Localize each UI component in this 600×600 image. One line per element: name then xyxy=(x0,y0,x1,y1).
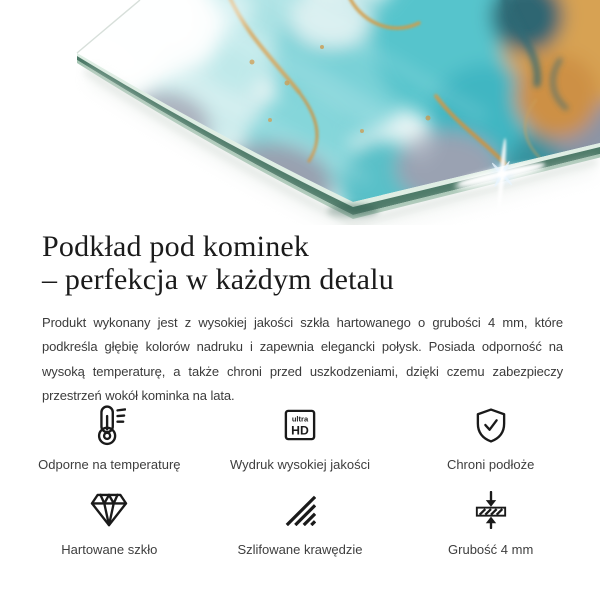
feature-label: Szlifowane krawędzie xyxy=(237,542,363,557)
svg-text:ultra: ultra xyxy=(291,414,309,424)
svg-text:HD: HD xyxy=(291,423,309,438)
product-description: Produkt wykonany jest z wysokiej jakości szkła hartowanego o grubości 4 mm, które podkreśla głębię kolorów nadruku i zapewnia elegancki połysk. Posiada odporność na wysoką temperaturę, a także chroni przed uszkodzeniami, dzięki czemu zabezpieczy przestrzeń wokół kominka na lata. xyxy=(42,315,563,403)
polished-edges-icon xyxy=(284,487,316,533)
page-title xyxy=(42,230,394,296)
thickness-arrows-icon xyxy=(474,487,508,533)
feature-grid xyxy=(14,402,586,558)
page-title-line2: – perfekcja w każdym detalu xyxy=(42,263,394,296)
feature-label: Grubość 4 mm xyxy=(448,542,534,557)
feature-protects-floor xyxy=(395,402,586,473)
feature-label: Hartowane szkło xyxy=(61,542,158,557)
feature-label: Odporne na temperaturę xyxy=(38,457,181,472)
shield-check-icon xyxy=(476,402,506,448)
product-image xyxy=(0,0,600,225)
feature-label: Wydruk wysokiej jakości xyxy=(229,457,370,472)
thermometer-icon xyxy=(92,402,126,448)
diamond-icon xyxy=(89,487,129,533)
feature-tempered-glass xyxy=(14,487,205,558)
feature-heat-resistant xyxy=(14,402,205,473)
feature-polished-edges xyxy=(205,487,396,558)
feature-print-quality xyxy=(205,402,396,473)
feature-thickness xyxy=(395,487,586,558)
ultra-hd-icon xyxy=(284,402,316,448)
feature-label: Chroni podłoże xyxy=(446,457,535,472)
page-title-line1: Podkład pod kominek xyxy=(42,230,310,263)
